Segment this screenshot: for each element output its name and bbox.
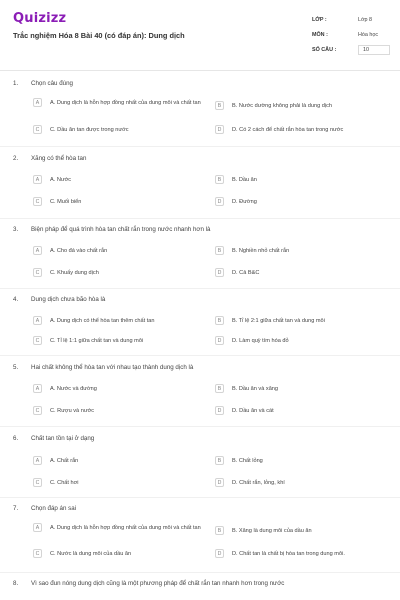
meta-label: SỐ CÂU : xyxy=(312,46,337,53)
option-c[interactable] xyxy=(33,549,203,558)
question-number: 5. xyxy=(13,363,19,371)
option-c[interactable] xyxy=(33,268,203,277)
option-b[interactable] xyxy=(215,246,385,255)
meta-label: MÔN : xyxy=(312,31,328,38)
option-text: A. Cho đá vào chất rắn xyxy=(50,247,108,254)
option-a[interactable] xyxy=(33,316,203,325)
option-text: C. Tỉ lệ 1:1 giữa chất tan và dung môi xyxy=(50,337,144,344)
divider xyxy=(0,146,400,147)
option-b[interactable] xyxy=(215,175,385,184)
question-text: Dung dịch chưa bão hòa là xyxy=(31,295,106,303)
question-number: 8. xyxy=(13,579,19,587)
option-text: B. Dầu ăn xyxy=(232,176,257,183)
option-text: B. Nghiền nhỏ chất rắn xyxy=(232,247,290,254)
meta-label: LỚP : xyxy=(312,16,327,23)
option-text: D. Chất tan là chất bị hòa tan trong dung môi. xyxy=(232,550,345,557)
question-number: 2. xyxy=(13,154,19,162)
meta-row-question-count xyxy=(312,42,392,57)
question-text: Biện pháp để quá trình hòa tan chất rắn trong nước nhanh hơn là xyxy=(31,225,211,233)
question xyxy=(0,362,400,414)
option-b[interactable] xyxy=(215,384,385,393)
question xyxy=(0,224,400,276)
option-d[interactable] xyxy=(215,549,385,558)
question-text: Chất tan tồn tại ở dạng xyxy=(31,434,95,442)
worksheet-header xyxy=(0,0,400,71)
option-text: A. Chất rắn xyxy=(50,457,79,464)
question xyxy=(0,78,400,133)
question-number: 3. xyxy=(13,225,19,233)
option-b[interactable] xyxy=(215,316,385,325)
option-text: C. Khuấy dung dịch xyxy=(50,269,99,276)
option-text: B. Chất lỏng xyxy=(232,457,263,464)
option-letter: D xyxy=(215,406,224,415)
option-letter: C xyxy=(33,125,42,134)
option-letter: A xyxy=(33,175,42,184)
option-letter: C xyxy=(33,336,42,345)
option-text: A. Dung dịch là hỗn hợp đồng nhất của dung môi và chất tan xyxy=(50,99,201,106)
option-text: A. Dung dịch có thể hòa tan thêm chất tan xyxy=(50,317,155,324)
question-number: 1. xyxy=(13,79,19,87)
question-number: 4. xyxy=(13,295,19,303)
divider xyxy=(0,572,400,573)
option-text: A. Dung dịch là hỗn hợp đồng nhất của dung môi và chất tan xyxy=(50,524,201,531)
option-text: B. Tỉ lệ 2:1 giữa chất tan và dung môi xyxy=(232,317,325,324)
option-text: B. Dầu ăn và xăng xyxy=(232,385,279,392)
meta-value: Hóa học xyxy=(358,31,379,38)
option-text: D. Có 2 cách để chất rắn hòa tan trong nước xyxy=(232,126,344,133)
option-letter: B xyxy=(215,101,224,110)
option-letter: C xyxy=(33,197,42,206)
option-letter: B xyxy=(215,175,224,184)
divider xyxy=(0,218,400,219)
question-number: 7. xyxy=(13,504,19,512)
option-letter: C xyxy=(33,268,42,277)
option-letter: A xyxy=(33,456,42,465)
option-a[interactable] xyxy=(33,175,203,184)
option-letter: A xyxy=(33,246,42,255)
option-text: C. Muối biển xyxy=(50,198,82,205)
option-c[interactable] xyxy=(33,406,203,415)
option-c[interactable] xyxy=(33,336,203,345)
option-c[interactable] xyxy=(33,125,203,134)
option-a[interactable] xyxy=(33,98,203,107)
option-d[interactable] xyxy=(215,125,385,134)
meta-value: 10 xyxy=(358,45,390,55)
divider xyxy=(0,355,400,356)
option-a[interactable] xyxy=(33,384,203,393)
question-text: Chọn câu đúng xyxy=(31,79,73,87)
question-number: 6. xyxy=(13,434,19,442)
option-text: A. Nước và đường xyxy=(50,385,97,392)
option-letter: B xyxy=(215,526,224,535)
option-text: C. Nước là dung môi của dầu ăn xyxy=(50,550,132,557)
worksheet-meta xyxy=(312,12,392,57)
option-text: D. Đường xyxy=(232,198,257,205)
option-letter: B xyxy=(215,316,224,325)
option-letter: B xyxy=(215,456,224,465)
question-text: Vì sao đun nóng dung dịch cũng là một phương pháp để chất rắn tan nhanh hơn trong nước xyxy=(31,579,285,587)
meta-row-grade xyxy=(312,12,392,27)
option-letter: C xyxy=(33,549,42,558)
option-d[interactable] xyxy=(215,197,385,206)
option-d[interactable] xyxy=(215,268,385,277)
divider xyxy=(0,288,400,289)
option-letter: A xyxy=(33,384,42,393)
meta-row-subject xyxy=(312,27,392,42)
option-letter: D xyxy=(215,268,224,277)
option-letter: A xyxy=(33,523,42,532)
option-text: C. Chất hơi xyxy=(50,479,79,486)
option-letter: D xyxy=(215,478,224,487)
option-letter: C xyxy=(33,406,42,415)
option-d[interactable] xyxy=(215,406,385,415)
question-text: Chọn đáp án sai xyxy=(31,504,77,512)
question-text: Hai chất không thể hòa tan với nhau tạo thành dung dịch là xyxy=(31,363,194,371)
quizizz-logo: Quizizz xyxy=(13,11,67,26)
option-letter: A xyxy=(33,98,42,107)
question-text: Xăng có thể hòa tan xyxy=(31,154,87,162)
option-letter: C xyxy=(33,478,42,487)
option-text: C. Rượu và nước xyxy=(50,407,95,414)
option-letter: D xyxy=(215,197,224,206)
option-text: B. Xăng là dung môi của dầu ăn xyxy=(232,527,312,534)
option-letter: A xyxy=(33,316,42,325)
option-d[interactable] xyxy=(215,478,385,487)
question xyxy=(0,153,400,205)
option-a[interactable] xyxy=(33,246,203,255)
option-c[interactable] xyxy=(33,197,203,206)
option-text: C. Dầu ăn tan được trong nước xyxy=(50,126,129,133)
option-text: D. Dầu ăn và cát xyxy=(232,407,274,414)
divider xyxy=(0,426,400,427)
option-letter: B xyxy=(215,384,224,393)
option-text: D. Làm quỳ tím hóa đỏ xyxy=(232,337,289,344)
option-letter: D xyxy=(215,549,224,558)
worksheet-title: Trắc nghiệm Hóa 8 Bài 40 (có đáp án): Dung dịch xyxy=(13,31,185,40)
option-text: A. Nước xyxy=(50,176,72,183)
option-b[interactable] xyxy=(215,456,385,465)
option-text: D. Chất rắn, lỏng, khí xyxy=(232,479,285,486)
divider xyxy=(0,497,400,498)
option-letter: D xyxy=(215,125,224,134)
option-letter: B xyxy=(215,246,224,255)
option-text: D. Cả B&C xyxy=(232,269,260,276)
option-text: B. Nước dường không phải là dung dịch xyxy=(232,102,333,109)
option-c[interactable] xyxy=(33,478,203,487)
question xyxy=(0,503,400,557)
option-a[interactable] xyxy=(33,523,203,532)
option-d[interactable] xyxy=(215,336,385,345)
option-letter: D xyxy=(215,336,224,345)
question xyxy=(0,578,400,588)
question xyxy=(0,433,400,486)
option-a[interactable] xyxy=(33,456,203,465)
meta-value: Lớp 8 xyxy=(358,16,373,23)
option-b[interactable] xyxy=(215,526,385,535)
option-b[interactable] xyxy=(215,101,385,110)
question xyxy=(0,294,400,344)
